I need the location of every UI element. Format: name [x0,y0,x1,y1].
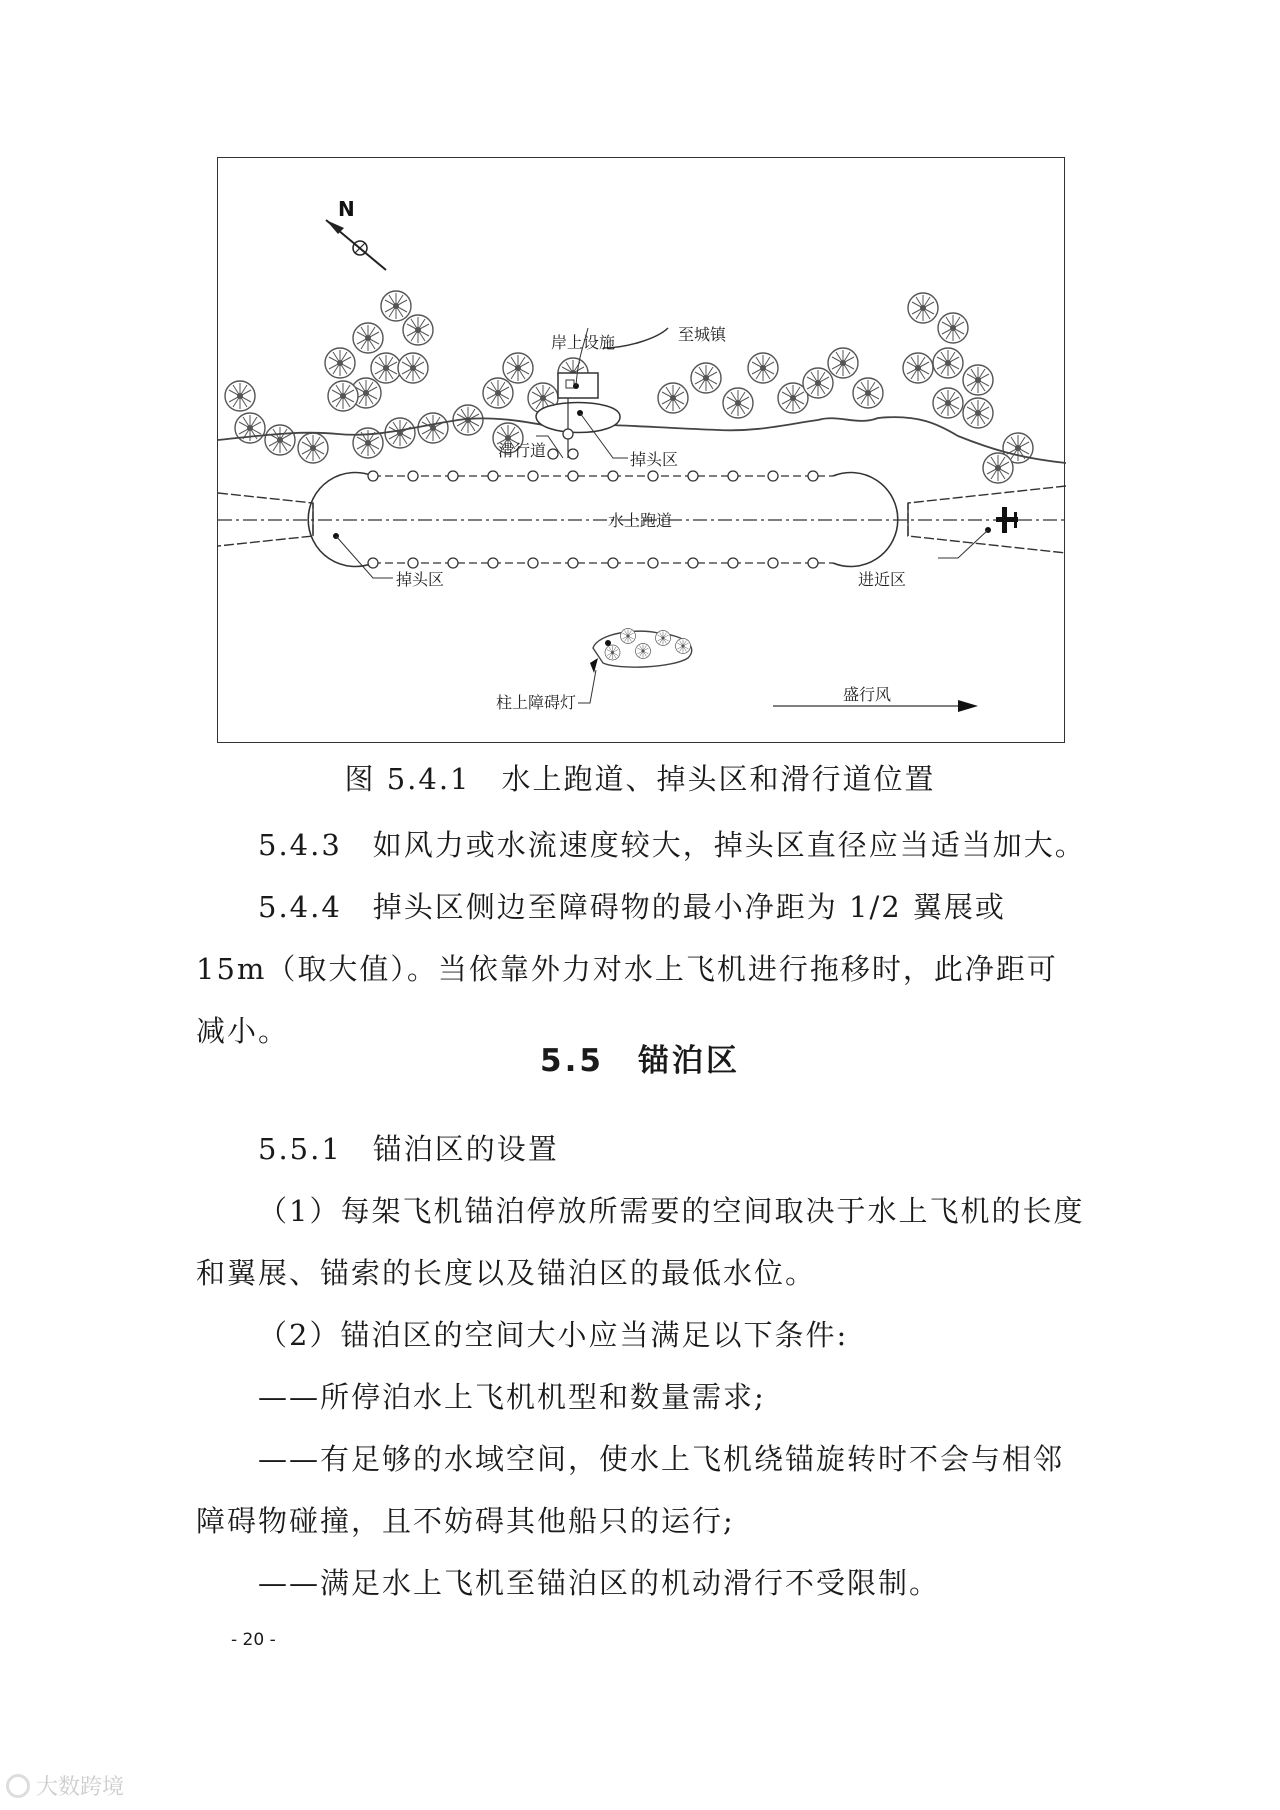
paragraph-dash-2: ——有足够的水域空间，使水上飞机绕锚旋转时不会与相邻障碍物碰撞，且不妨碍其他船只的运行; [196,1442,1065,1538]
label-water-runway: 水上跑道 [608,511,673,530]
label-turnaround-right: 掉头区 [630,450,679,469]
trees-icon [225,291,1033,483]
turnaround-shore [536,403,620,433]
seaplane-icon [996,507,1018,533]
section-heading: 5.5 锚泊区 [540,1043,740,1079]
north-arrow-icon [326,220,386,270]
paragraph-5-5-1: 5.5.1 锚泊区的设置 [258,1132,559,1166]
label-taxiway: 滑行道 [498,441,547,460]
label-prevailing-wind: 盛行风 [843,685,892,704]
label-approach-zone: 进近区 [858,570,907,589]
runway-lights [368,429,818,568]
north-label: N [338,197,355,221]
logo-ring-icon [6,1774,30,1798]
runway-diagram [217,157,1065,743]
label-obstacle-light: 柱上障碍灯 [496,693,577,712]
paragraph-item-2: （2）锚泊区的空间大小应当满足以下条件: [258,1318,849,1352]
footer-logo-text: 大数跨境 [36,1775,125,1800]
label-to-town: 至城镇 [678,325,727,344]
paragraph-dash-3: ——满足水上飞机至锚泊区的机动滑行不受限制。 [258,1566,941,1600]
paragraph-5-4-3: 5.4.3 如风力或水流速度较大，掉头区直径应当适当加大。 [258,828,1086,862]
paragraph-item-1: （1）每架飞机锚泊停放所需要的空间取决于水上飞机的长度和翼展、锚索的长度以及锚泊区的最低水位。 [196,1194,1085,1290]
paragraph-5-4-4: 5.4.4 掉头区侧边至障碍物的最小净距为 1/2 翼展或 15m（取大值）。当依靠外力对水上飞机进行拖移时，此净距可减小。 [196,890,1058,1048]
label-turnaround-left: 掉头区 [396,570,445,589]
paragraph-dash-1: ——所停泊水上飞机机型和数量需求; [258,1380,766,1414]
page-number: - 20 - [231,1630,276,1650]
label-shore-facility: 岸上设施 [551,333,616,352]
footer-logo [6,1770,124,1801]
figure-caption: 图 5.4.1 水上跑道、掉头区和滑行道位置 [344,762,936,796]
diagram-svg [218,158,1066,744]
